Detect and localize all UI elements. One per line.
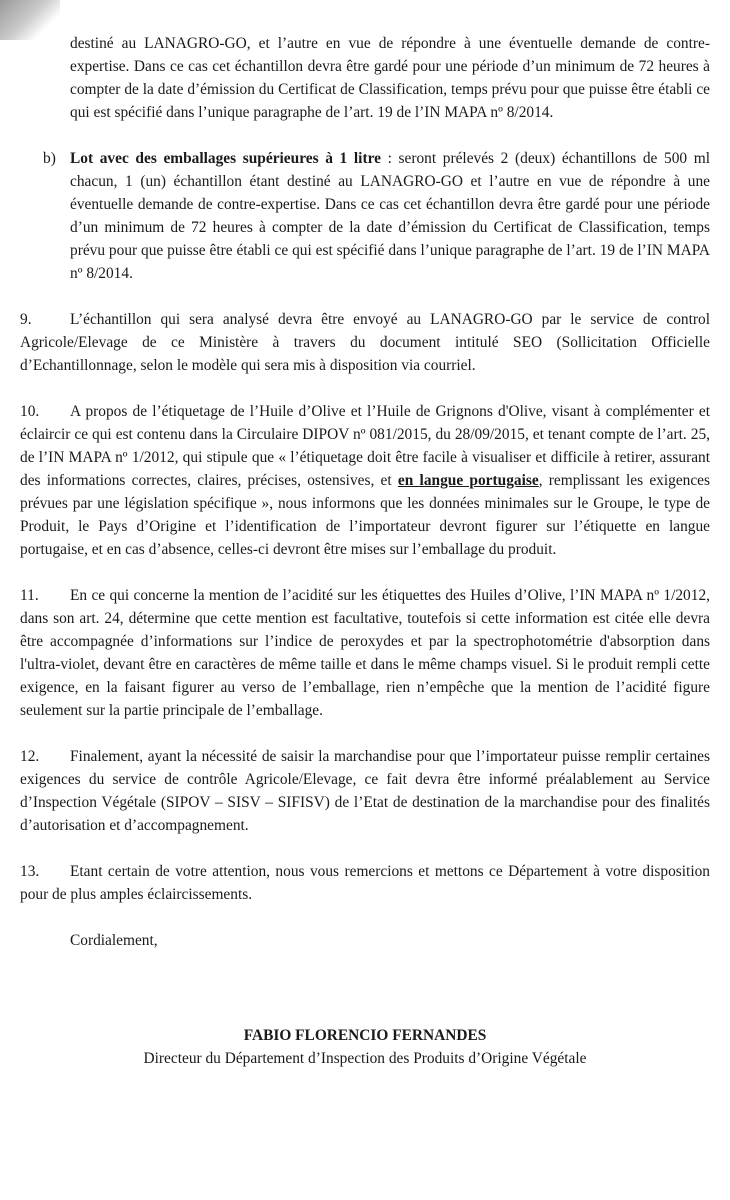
paragraph-13	[20, 860, 710, 906]
paragraph-number: 12.	[20, 748, 40, 765]
paragraph-text: L’échantillon qui sera analysé devra être envoyé au LANAGRO-GO par le service de control Agricole/Elevage de ce Ministère à travers du document intitulé SEO (Sollicitation Officielle d’Echantillonnage, selon le modèle qui sera mis à disposition via courriel.	[20, 311, 710, 374]
continued-paragraph: destiné au LANAGRO-GO, et l’autre en vue de répondre à une éventuelle demande de contre-expertise. Dans ce cas cet échantillon devra être gardé pour une période d’un minimum de 72 heures à compter de la date d’émission du Certificat de Classification, temps prévu pour que puisse être établi ce qui est spécifié dans l’unique paragraphe de l’art. 19 de l’IN MAPA nº 8/2014.	[70, 35, 710, 121]
paragraph-12	[20, 745, 710, 837]
paragraph-text-a: A propos de l’étiquetage de l’Huile d’Olive et l’Huile de Grignons d'Olive, visant à complémenter et éclaircir ce qui est contenu dans la Circulaire DIPOV nº 081/2015, du 28/09/2015, et tenant compte de l’art. 25, de l’IN MAPA nº 1/2012, qui stipule que « l’étiquetage doit être facile à visualiser et difficile à retirer, assurant des informations correctes, claires, précises, ostensives, et	[20, 403, 710, 489]
list-marker: b)	[43, 150, 56, 167]
paragraph-text-b: , remplissant les exigences prévues par une législation spécifique », nous informons que les données minimales sur le Groupe, le type de Produit, le Pays d’Origine et l’identification de l’importateur devront figurer sur l’étiquette en langue portugaise, et en cas d’absence, celles-ci devront être mises sur l’emballage du produit.	[20, 472, 710, 558]
paragraph-text: Etant certain de votre attention, nous vous remercions et mettons ce Département à votre disposition pour de plus amples éclaircissements.	[20, 863, 710, 903]
document-page	[20, 32, 710, 1070]
paragraph-11	[20, 584, 710, 722]
signatory-name: FABIO FLORENCIO FERNANDES	[243, 1027, 487, 1044]
paragraph-text: Finalement, ayant la nécessité de saisir la marchandise pour que l’importateur puisse remplir certaines exigences du service de contrôle Agricole/Elevage, ce fait devra être informé préalablement au Service d’Inspection Végétale (SIPOV – SISV – SIFISV) de l’Etat de destination de la marchandise pour des finalités d’autorisation et d’accompagnement.	[20, 748, 710, 834]
paragraph-9	[20, 308, 710, 377]
signature-block	[20, 1024, 710, 1070]
list-item-b	[43, 147, 710, 285]
paragraph-10	[20, 400, 710, 561]
paragraph-number: 10.	[20, 403, 40, 420]
list-item-body: : seront prélevés 2 (deux) échantillons de 500 ml chacun, 1 (un) échantillon étant destiné au LANAGRO-GO et l’autre en vue de répondre à une éventuelle demande de contre-expertise. Dans ce cas cet échantillon devra être gardé pour une période d’un minimum de 72 heures à compter de la date d’émission du Certificat de Classification, temps prévu pour que puisse être établi ce qui est spécifié dans l’unique paragraphe de l’art. 19 de l’IN MAPA nº 8/2014.	[70, 150, 710, 282]
list-item-text	[70, 147, 710, 285]
list-item-lead: Lot avec des emballages supérieures à 1 litre	[70, 150, 381, 167]
paragraph-text: En ce qui concerne la mention de l’acidité sur les étiquettes des Huiles d’Olive, l’IN MAPA nº 1/2012, dans son art. 24, détermine que cette mention est facultative, toutefois si cette information est citée elle devra être accompagnée d’informations sur l’indice de peroxydes et par la spectrophotométrie d'absorption dans l'ultra-violet, devant être en caractères de même taille et dans le même champs visuel. Si le produit rempli cette exigence, en la faisant figurer au verso de l’emballage, rien n’empêche que la mention de l’acidité figure seulement sur la partie principale de l’emballage.	[20, 587, 710, 719]
underlined-phrase: en langue portugaise	[397, 472, 539, 489]
signatory-title: Directeur du Département d’Inspection des Produits d’Origine Végétale	[143, 1050, 587, 1067]
paragraph-number: 11.	[20, 587, 39, 604]
paragraph-number: 9.	[20, 311, 32, 328]
closing-salutation: Cordialement,	[70, 932, 158, 949]
paragraph-number: 13.	[20, 863, 40, 880]
